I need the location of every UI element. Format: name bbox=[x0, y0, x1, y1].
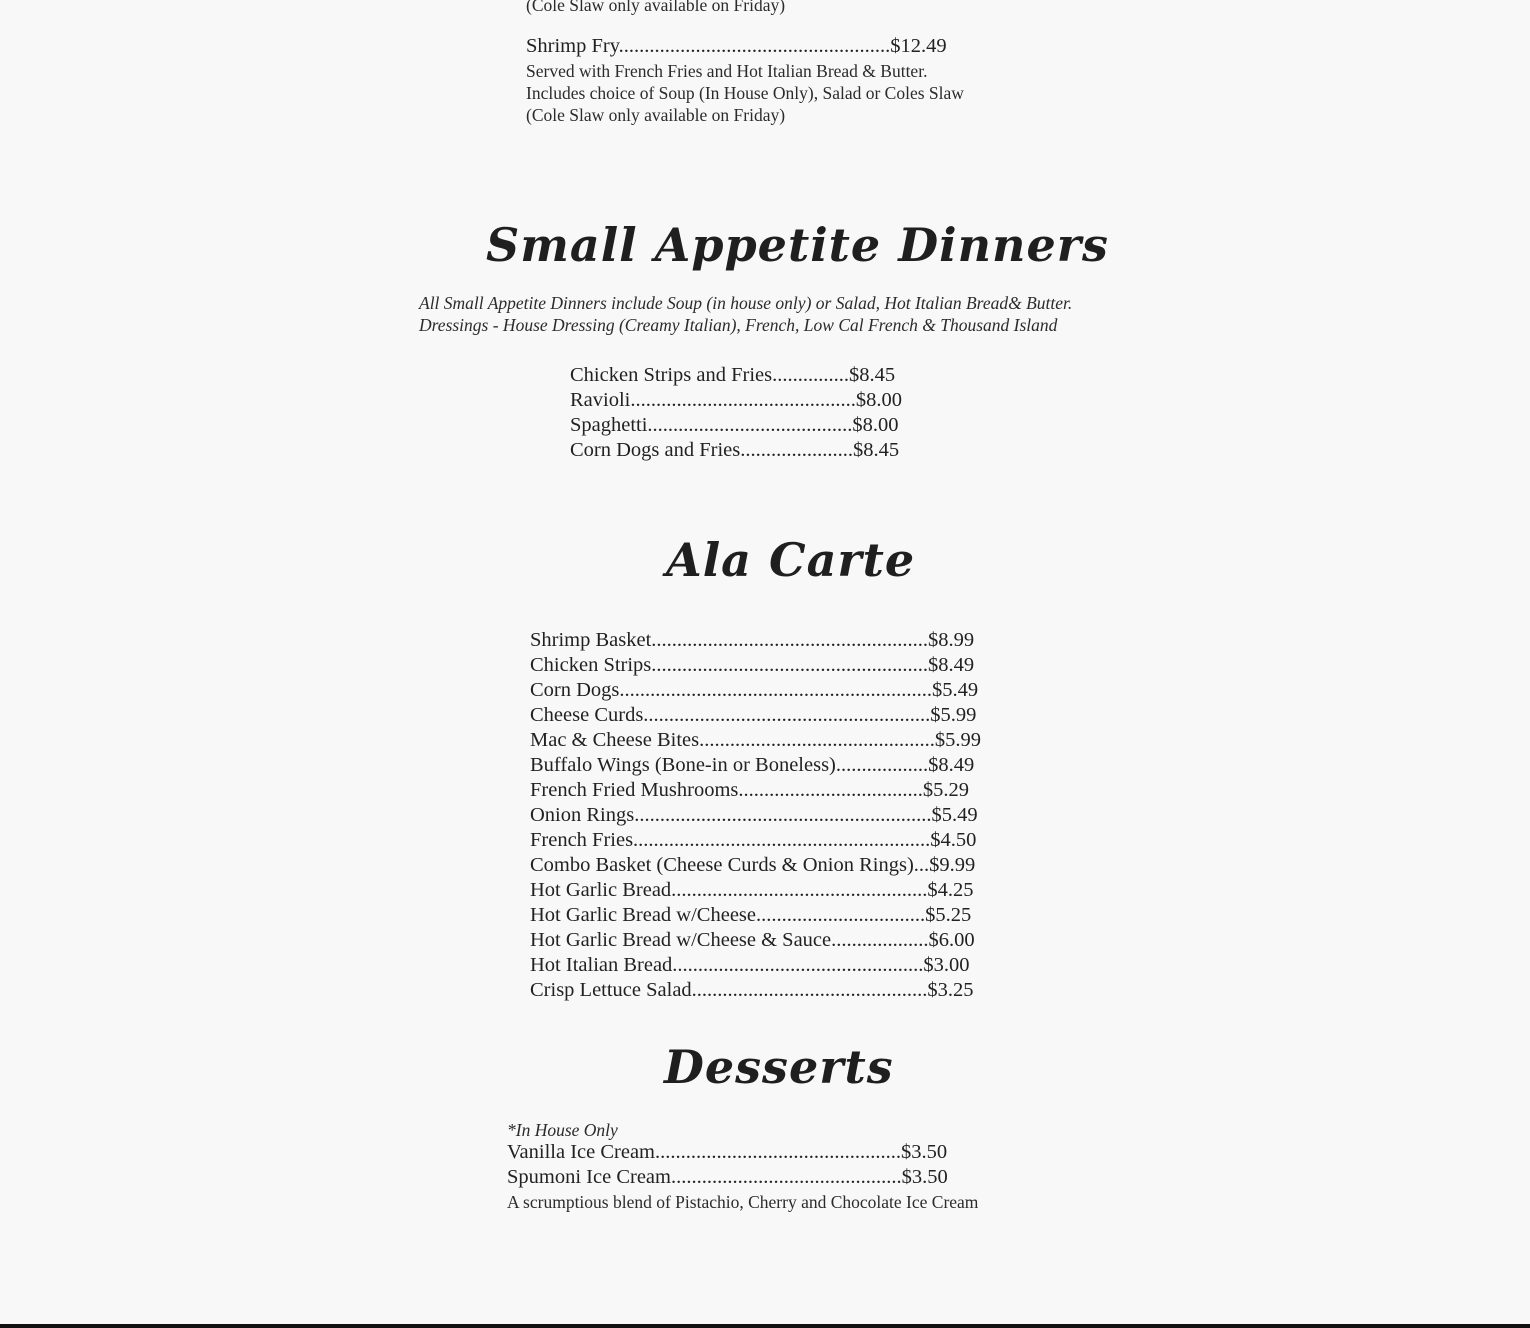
spumoni-ice-cream-item: Spumoni Ice Cream.............................................$3.50 bbox=[507, 1166, 948, 1188]
shrimp-fry-desc-3: (Cole Slaw only available on Friday) bbox=[526, 105, 786, 125]
vanilla-ice-cream-item: Vanilla Ice Cream................................................$3.50 bbox=[507, 1141, 948, 1163]
list-item: French Fried Mushrooms....................................$5.29 bbox=[530, 779, 970, 801]
list-item: Hot Garlic Bread..................................................$4.25 bbox=[530, 879, 974, 901]
list-item: Buffalo Wings (Bone-in or Boneless)..................$8.49 bbox=[530, 754, 975, 776]
list-item: Mac & Cheese Bites..............................................$5.99 bbox=[530, 729, 981, 751]
small-appetite-list bbox=[570, 363, 902, 463]
in-house-only-note: *In House Only bbox=[507, 1120, 618, 1140]
cole-slaw-note-top: (Cole Slaw only available on Friday) bbox=[526, 0, 786, 15]
small-appetite-heading: Small Appetite Dinners bbox=[486, 218, 1109, 272]
list-item: Chicken Strips and Fries...............$8.45 bbox=[570, 364, 896, 386]
shrimp-fry-desc-2: Includes choice of Soup (In House Only), Salad or Coles Slaw bbox=[526, 83, 964, 103]
shrimp-fry-desc-1: Served with French Fries and Hot Italian Bread & Butter. bbox=[526, 61, 928, 81]
ala-carte-list bbox=[530, 628, 981, 1003]
list-item: Shrimp Basket......................................................$8.99 bbox=[530, 629, 975, 651]
ala-carte-heading: Ala Carte bbox=[666, 533, 916, 587]
small-appetite-note-2: Dressings - House Dressing (Creamy Italian), French, Low Cal French & Thousand Island bbox=[419, 315, 1058, 335]
list-item: Hot Italian Bread.................................................$3.00 bbox=[530, 954, 970, 976]
list-item: Hot Garlic Bread w/Cheese.................................$5.25 bbox=[530, 904, 972, 926]
list-item: Spaghetti........................................$8.00 bbox=[570, 414, 899, 436]
shrimp-fry-title: Shrimp Fry.....................................................$12.49 bbox=[526, 35, 947, 57]
list-item: Chicken Strips......................................................$8.49 bbox=[530, 654, 975, 676]
list-item: Cheese Curds........................................................$5.99 bbox=[530, 704, 977, 726]
list-item: French Fries..........................................................$4.50 bbox=[530, 829, 977, 851]
small-appetite-note-1: All Small Appetite Dinners include Soup (in house only) or Salad, Hot Italian Bread& Butter. bbox=[419, 293, 1073, 313]
desserts-heading: Desserts bbox=[664, 1040, 894, 1094]
bottom-divider bbox=[0, 1324, 1530, 1328]
list-item: Crisp Lettuce Salad..............................................$3.25 bbox=[530, 979, 974, 1001]
list-item: Corn Dogs.............................................................$5.49 bbox=[530, 679, 979, 701]
list-item: Corn Dogs and Fries......................$8.45 bbox=[570, 439, 900, 461]
spumoni-description: A scrumptious blend of Pistachio, Cherry and Chocolate Ice Cream bbox=[507, 1192, 979, 1212]
list-item: Combo Basket (Cheese Curds & Onion Rings)...$9.99 bbox=[530, 854, 976, 876]
list-item: Hot Garlic Bread w/Cheese & Sauce...................$6.00 bbox=[530, 929, 975, 951]
list-item: Ravioli............................................$8.00 bbox=[570, 389, 902, 411]
list-item: Onion Rings..........................................................$5.49 bbox=[530, 804, 978, 826]
